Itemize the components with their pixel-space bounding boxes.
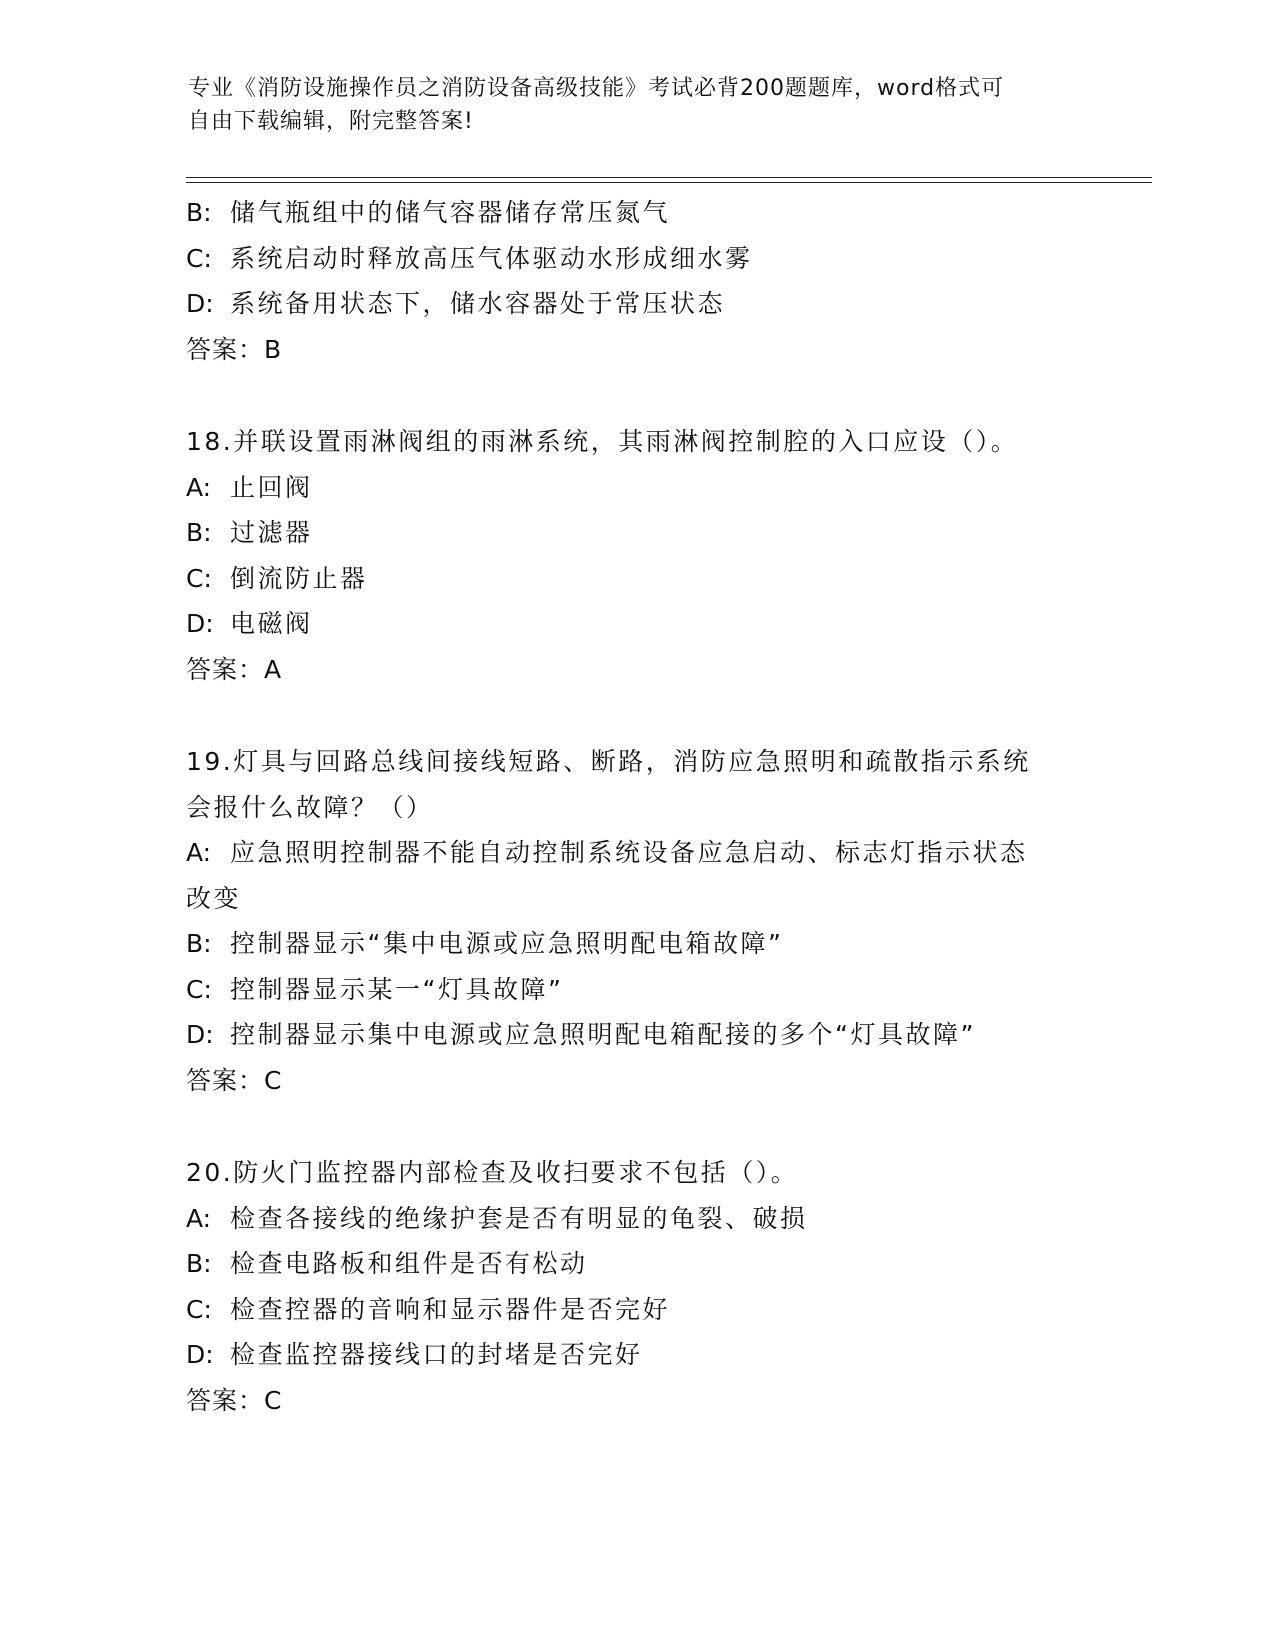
option-text: 检查电路板和组件是否有松动 (230, 1249, 588, 1278)
spacer (186, 1103, 1086, 1150)
question-19 (186, 739, 1086, 1103)
option-letter: B: (186, 1249, 212, 1278)
option-letter: D: (186, 609, 214, 638)
option-d (186, 601, 1086, 647)
option-letter: A: (186, 1203, 212, 1233)
answer-line: 答案：C (186, 1385, 283, 1415)
question-text: 18.并联设置雨淋阀组的雨淋系统，其雨淋阀控制腔的入口应设（）。 (186, 427, 1019, 456)
header-line-2: 自由下载编辑，附完整答案! (188, 109, 474, 134)
option-text: 止回阀 (230, 472, 313, 502)
option-text: 系统启动时释放高压气体驱动水形成细水雾 (230, 243, 753, 273)
question-17-continued (186, 190, 1086, 372)
document-header (188, 72, 1088, 138)
option-b (186, 190, 1086, 236)
option-text: 储气瓶组中的储气容器储存常压氮气 (230, 198, 671, 227)
option-text: 检查监控器接线口的封堵是否完好 (230, 1340, 643, 1369)
option-b (186, 510, 1086, 556)
header-line-1: 专业《消防设施操作员之消防设备高级技能》考试必背200题题库，word格式可 (188, 76, 1005, 101)
answer-line: 答案：B (186, 334, 283, 364)
option-c (186, 967, 1086, 1013)
option-a (186, 830, 1086, 876)
option-d (186, 281, 1086, 327)
option-letter: D: (186, 1340, 214, 1369)
option-c (186, 556, 1086, 602)
question-text-line-1: 19.灯具与回路总线间接线短路、断路，消防应急照明和疏散指示系统 (186, 747, 1031, 776)
option-a (186, 1196, 1086, 1242)
option-letter: C: (186, 1294, 212, 1324)
option-text: 系统备用状态下，储水容器处于常压状态 (230, 289, 726, 318)
option-letter: B: (186, 518, 212, 547)
question-text: 20.防火门监控器内部检查及收扫要求不包括（）。 (186, 1158, 799, 1187)
option-letter: B: (186, 929, 212, 958)
option-b (186, 1241, 1086, 1287)
option-c (186, 236, 1086, 282)
option-letter: C: (186, 563, 212, 593)
question-list (186, 190, 1086, 1423)
option-b (186, 921, 1086, 967)
option-letter: B: (186, 198, 212, 227)
option-text: 控制器显示“集中电源或应急照明配电箱故障” (230, 929, 784, 958)
option-d (186, 1012, 1086, 1058)
option-text: 控制器显示某一“灯具故障” (230, 974, 564, 1004)
option-text: 倒流防止器 (230, 563, 368, 593)
header-divider-top (186, 177, 1152, 178)
option-text: 过滤器 (230, 518, 313, 547)
option-d (186, 1332, 1086, 1378)
spacer (186, 692, 1086, 739)
answer-line: 答案：A (186, 654, 283, 684)
question-18 (186, 419, 1086, 692)
option-letter: A: (186, 472, 212, 502)
option-text: 检查各接线的绝缘护套是否有明显的龟裂、破损 (230, 1203, 808, 1233)
answer-line: 答案：C (186, 1065, 283, 1095)
option-letter: A: (186, 838, 212, 867)
option-text: 应急照明控制器不能自动控制系统设备应急启动、标志灯指示状态 (230, 838, 1028, 867)
option-letter: C: (186, 243, 212, 273)
question-text-line-2: 会报什么故障？（） (186, 792, 434, 822)
option-text: 检查控器的音响和显示器件是否完好 (230, 1294, 671, 1324)
option-letter: D: (186, 289, 214, 318)
header-divider-bottom (186, 182, 1152, 183)
spacer (186, 372, 1086, 419)
option-text: 电磁阀 (230, 609, 313, 638)
option-letter: C: (186, 974, 212, 1004)
option-letter: D: (186, 1020, 214, 1049)
option-text: 控制器显示集中电源或应急照明配电箱配接的多个“灯具故障” (230, 1020, 976, 1049)
option-c (186, 1287, 1086, 1333)
option-a-continued: 改变 (186, 883, 242, 913)
question-20 (186, 1150, 1086, 1423)
option-a (186, 465, 1086, 511)
